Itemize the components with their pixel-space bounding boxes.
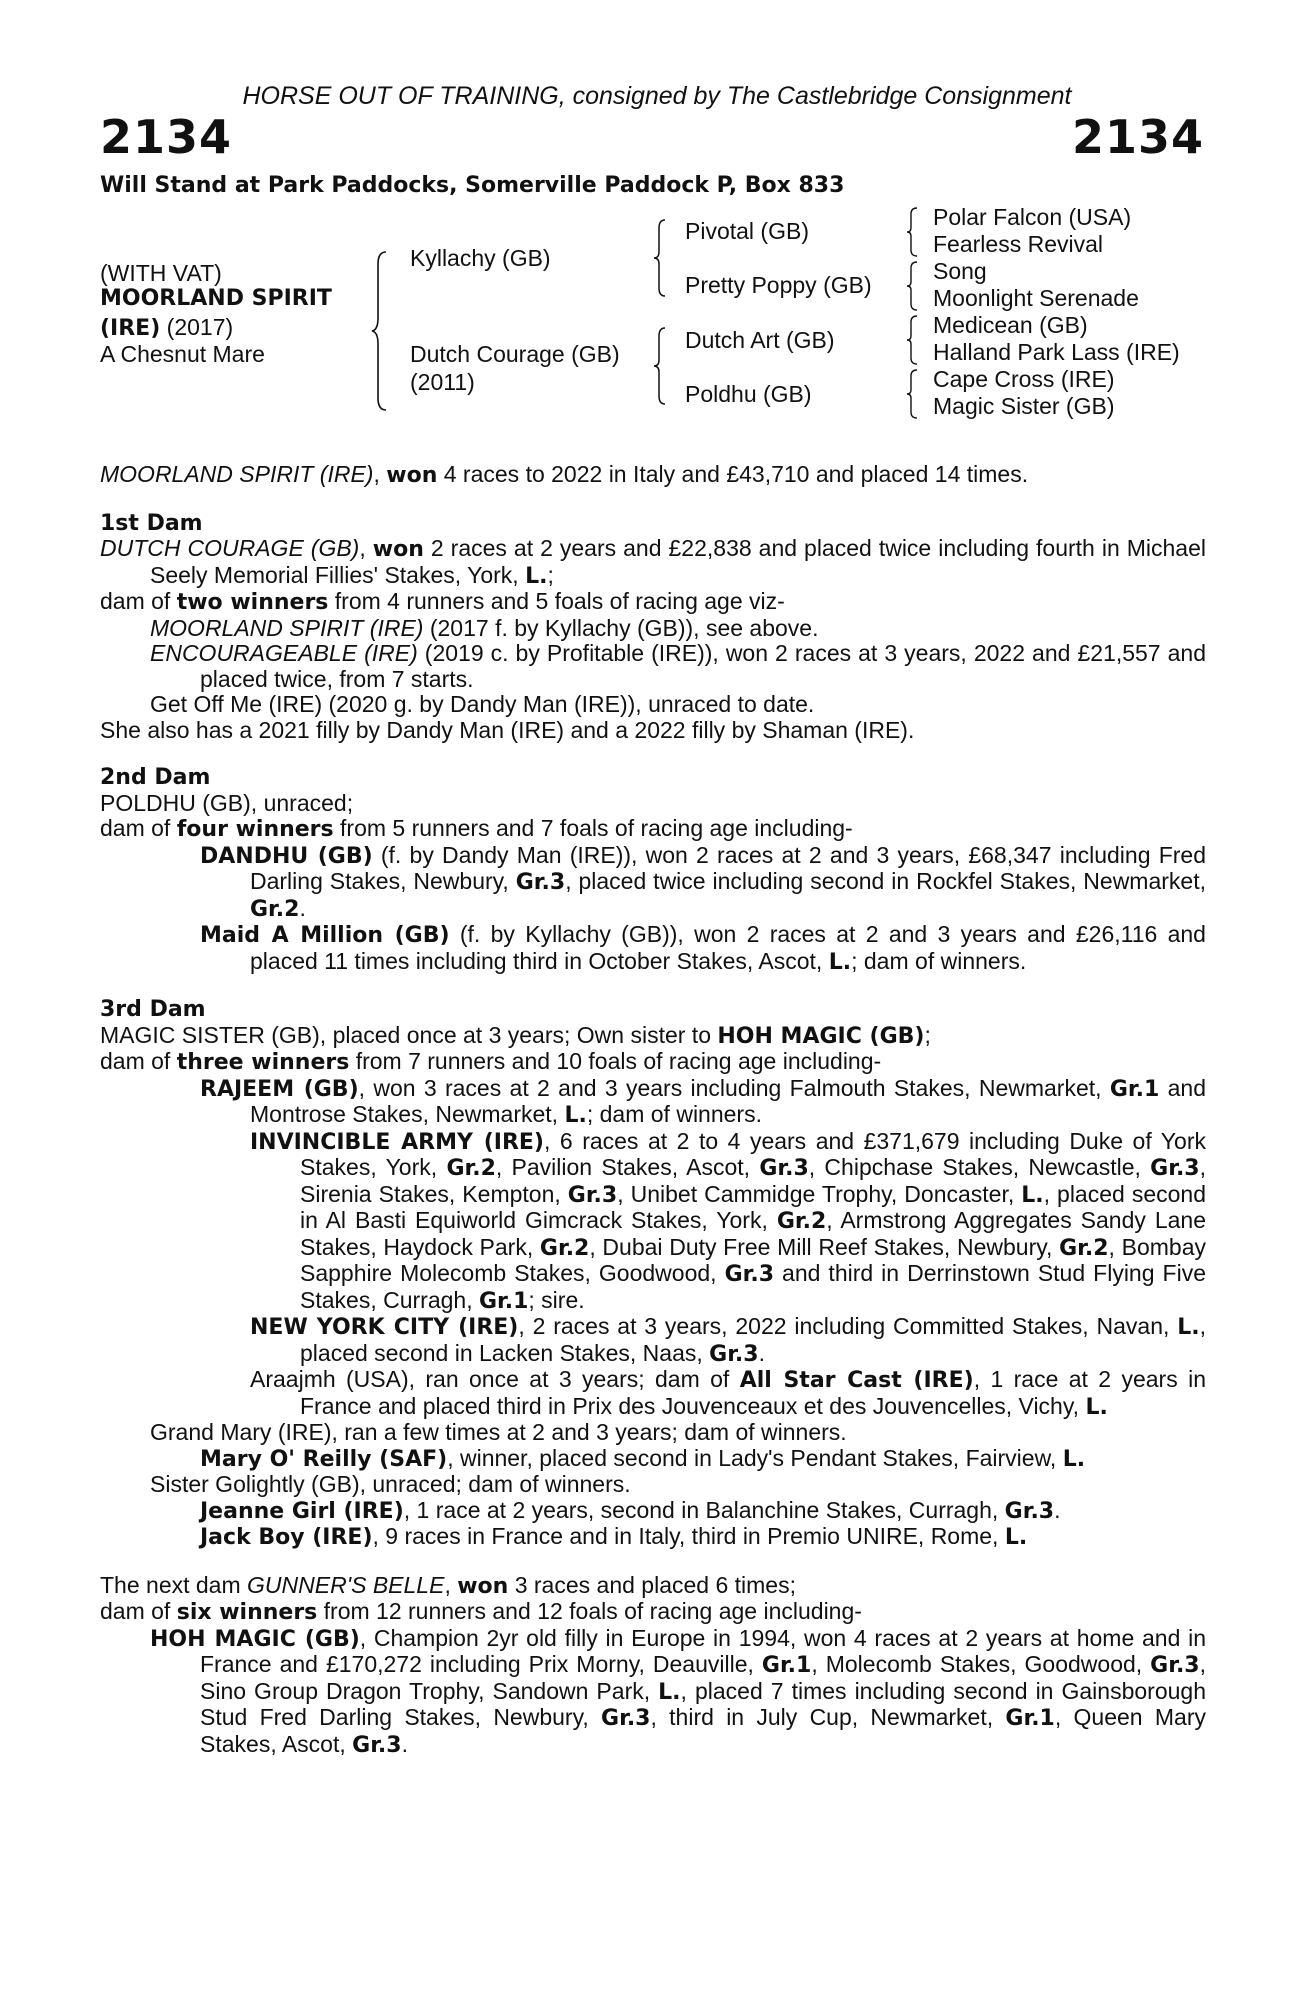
third-dam-produce-summary: dam of three winners from 7 runners and 10 foals of racing age including- (100, 1048, 882, 1075)
horse-summary: MOORLAND SPIRIT (IRE), won 4 races to 2022 in Italy and £43,710 and placed 14 times. (100, 461, 1029, 488)
ancestor-5: Medicean (GB) (933, 312, 1088, 338)
lot-number-right: 2134 (1071, 110, 1204, 164)
third-dam-produce-jack-boy: Jack Boy (IRE), 9 races in France and in Italy, third in Premio UNIRE, Rome, L. (200, 1523, 1028, 1550)
sire-dam: Pretty Poppy (GB) (685, 272, 872, 298)
gen3-brace-4 (905, 368, 919, 420)
dam-dam: Poldhu (GB) (685, 381, 812, 407)
third-dam-heading: 3rd Dam (100, 997, 206, 1022)
third-dam-produce-mary-oreilly: Mary O' Reilly (SAF), winner, placed second in Lady's Pendant Stakes, Fairview, L. (200, 1444, 1086, 1472)
horse-description: A Chesnut Mare (100, 341, 265, 367)
third-dam-produce-jeanne-girl: Jeanne Girl (IRE), 1 race at 2 years, second in Balanchine Stakes, Curragh, Gr.3. (200, 1496, 1061, 1524)
third-dam-produce-araajmh: Araajmh (USA), ran once at 3 years; dam of All Star Cast (IRE), 1 race at 2 years in France and placed third in Prix des Jouvenceaux et des Jouvencelles, Vichy, L. (250, 1366, 1206, 1420)
first-dam-other-foals: She also has a 2021 filly by Dandy Man (IRE) and a 2022 filly by Shaman (IRE). (100, 716, 915, 743)
first-dam-produce-summary: dam of two winners from 4 runners and 5 foals of racing age viz- (100, 588, 785, 615)
first-dam-produce-2: ENCOURAGEABLE (IRE) (2019 c. by Profitable (IRE)), won 2 races at 3 years, 2022 and £21,557 and placed twice, from 7 starts. (150, 640, 1206, 692)
race-record (100, 462, 1206, 1758)
sire: Kyllachy (GB) (410, 245, 551, 271)
sire-line-brace (652, 218, 668, 298)
next-dam-produce-hoh-magic: HOH MAGIC (GB), Champion 2yr old filly in Europe in 1994, won 4 races at 2 years at home and in France and £170,272 including Prix Morny, Deauville, Gr.1, Molecomb Stakes, Goodwood, Gr.3, Sino Group Dragon Trophy, Sandown Park, L., placed 7 times including second in Gainsborough Stud Fred Darling Stakes, Newbury, Gr.3, third in July Cup, Newmarket, Gr.1, Queen Mary Stakes, Ascot, Gr.3. (150, 1624, 1206, 1758)
lot-number-left: 2134 (100, 110, 233, 164)
stand-location: Will Stand at Park Paddocks, Somerville Paddock P, Box 833 (100, 173, 845, 198)
dam-year: (2011) (410, 369, 475, 395)
second-dam-produce-2: Maid A Million (GB) (f. by Kyllachy (GB)), won 2 races at 2 and 3 years and £26,116 and placed 11 times including third in October Stakes, Ascot, L.; dam of winners. (200, 921, 1206, 975)
second-dam-heading: 2nd Dam (100, 765, 211, 790)
third-dam-produce-sister-golightly: Sister Golightly (GB), unraced; dam of winners. (150, 1471, 631, 1497)
ancestor-2: Fearless Revival (933, 231, 1103, 257)
consignment-line: HORSE OUT OF TRAINING, consigned by The Castlebridge Consignment (242, 82, 1072, 110)
ancestor-8: Magic Sister (GB) (933, 393, 1115, 419)
third-dam-produce-grand-mary: Grand Mary (IRE), ran a few times at 2 and 3 years; dam of winners. (150, 1419, 847, 1445)
first-dam-produce-1: MOORLAND SPIRIT (IRE) (2017 f. by Kyllachy (GB)), see above. (150, 614, 819, 641)
third-dam-produce-rajeem: RAJEEM (GB), won 3 races at 2 and 3 years including Falmouth Stakes, Newmarket, Gr.1 and Montrose Stakes, Newmarket, L.; dam of winners. (200, 1074, 1207, 1128)
sire-sire: Pivotal (GB) (685, 218, 809, 244)
first-dam-produce-3: Get Off Me (IRE) (2020 g. by Dandy Man (IRE)), unraced to date. (150, 691, 815, 717)
third-dam-produce-new-york-city: NEW YORK CITY (IRE), 2 races at 3 years, 2022 including Committed Stakes, Navan, L., placed second in Lacken Stakes, Naas, Gr.3. (250, 1313, 1207, 1367)
sire-dam-brace (370, 250, 390, 412)
dam-sire: Dutch Art (GB) (685, 327, 835, 353)
ancestor-4: Moonlight Serenade (933, 285, 1139, 311)
vat-note: (WITH VAT) (100, 260, 222, 286)
dam: Dutch Courage (GB) (410, 341, 620, 367)
gen3-brace-3 (905, 314, 919, 366)
ancestor-1: Polar Falcon (USA) (933, 204, 1132, 230)
gen3-brace-2 (905, 260, 919, 312)
second-dam-produce-1: DANDHU (GB) (f. by Dandy Man (IRE)), won 2 races at 2 and 3 years, £68,347 including Fred Darling Stakes, Newbury, Gr.3, placed twice including second in Rockfel Stakes, Newmarket, Gr.2. (200, 841, 1207, 922)
third-dam-produce-invincible-army: INVINCIBLE ARMY (IRE), 6 races at 2 to 4 years and £371,679 including Duke of York Stakes, York, Gr.2, Pavilion Stakes, Ascot, Gr.3, Chipchase Stakes, Newcastle, Gr.3, Sirenia Stakes, Kempton, Gr.3, Unibet Cammidge Trophy, Doncaster, L., placed second in Al Basti Equiworld Gimcrack Stakes, York, Gr.2, Armstrong Aggregates Sandy Lane Stakes, Haydock Park, Gr.2, Dubai Duty Free Mill Reef Stakes, Newbury, Gr.2, Bombay Sapphire Molecomb Stakes, Goodwood, Gr.3 and third in Derrinstown Stud Flying Five Stakes, Curragh, Gr.1; sire. (250, 1127, 1206, 1314)
third-dam-record: MAGIC SISTER (GB), placed once at 3 years; Own sister to HOH MAGIC (GB); (100, 1021, 931, 1049)
second-dam-produce-summary: dam of four winners from 5 runners and 7 foals of racing age including- (100, 815, 853, 842)
first-dam-heading: 1st Dam (100, 510, 203, 536)
ancestor-7: Cape Cross (IRE) (933, 366, 1115, 392)
dam-line-brace (652, 326, 668, 406)
gen3-brace-1 (905, 206, 919, 258)
horse-name-line2: (IRE) (2017) (100, 314, 234, 341)
ancestor-6: Halland Park Lass (IRE) (933, 339, 1180, 365)
ancestor-3: Song (933, 258, 987, 284)
next-dam-produce-summary: dam of six winners from 12 runners and 12 foals of racing age including- (100, 1598, 862, 1625)
next-dam-record: The next dam GUNNER'S BELLE, won 3 races and placed 6 times; (100, 1571, 796, 1599)
first-dam-record: DUTCH COURAGE (GB), won 2 races at 2 years and £22,838 and placed twice including fourth in Michael Seely Memorial Fillies' Stakes, York, L.; (100, 535, 1206, 589)
horse-name: MOORLAND SPIRIT (100, 286, 332, 311)
second-dam-record: POLDHU (GB), unraced; (100, 789, 354, 816)
